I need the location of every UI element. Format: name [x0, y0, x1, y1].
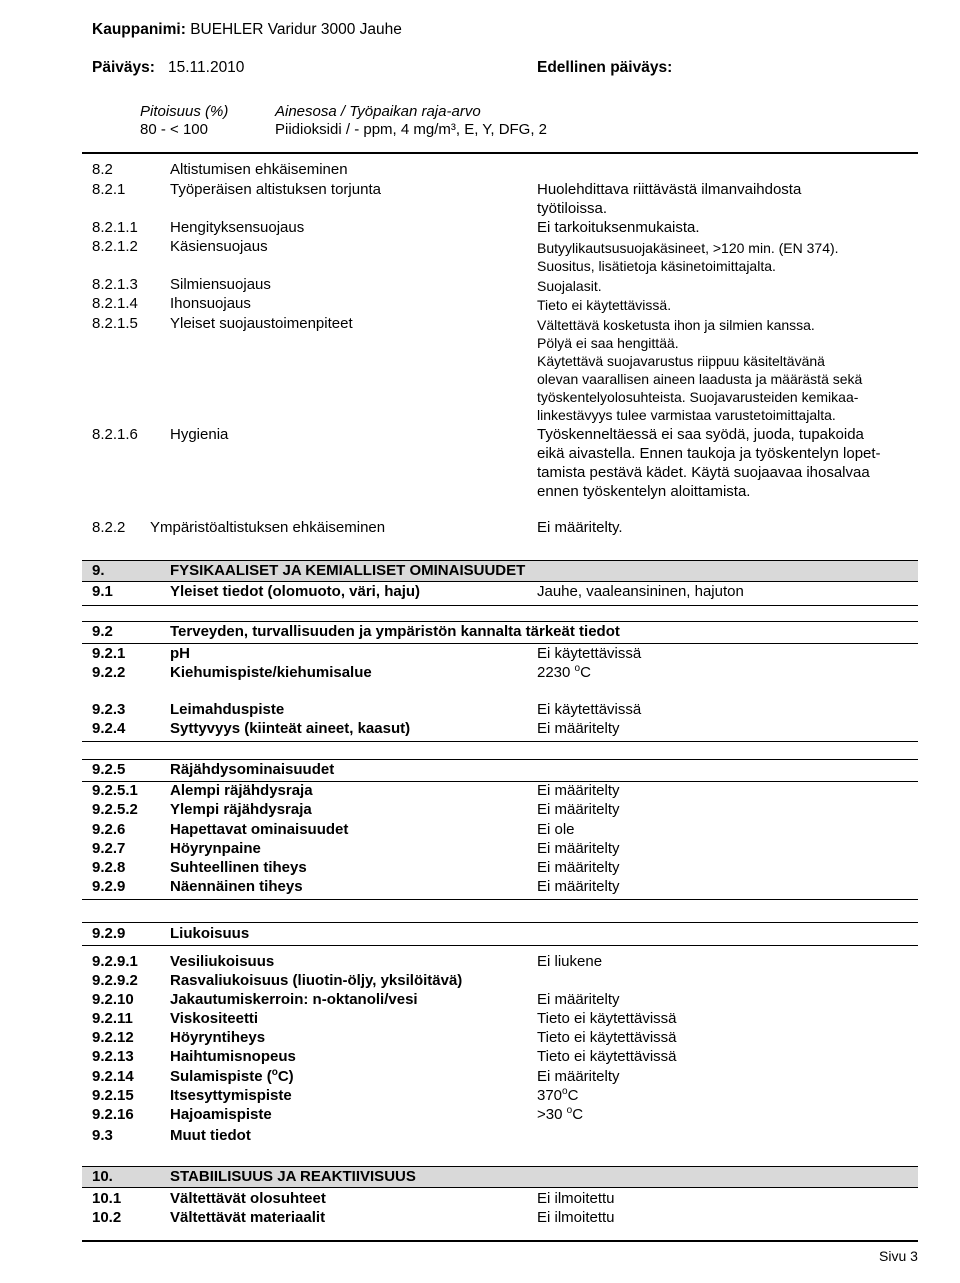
- row-number: 9.2.9: [92, 925, 126, 942]
- row-value: olevan vaarallisen aineen laadusta ja määrästä sekä: [537, 371, 863, 387]
- row-label: Kiehumispiste/kiehumisalue: [170, 664, 372, 681]
- separator: [82, 741, 918, 742]
- date-value: 15.11.2010: [168, 59, 245, 76]
- row-value: Tieto ei käytettävissä.: [537, 297, 672, 313]
- separator: [82, 945, 918, 946]
- row-value: tamista pestävä kädet. Käytä suojaavaa ihosalvaa: [537, 464, 870, 481]
- content-frame-bottom: [82, 1240, 918, 1242]
- row-number: 9.2.3: [92, 701, 126, 718]
- row-value: >30 $^o$C: [537, 1105, 584, 1123]
- row-label: Yleiset suojaustoimenpiteet: [170, 315, 353, 332]
- row-value: Suojalasit.: [537, 278, 602, 294]
- row-number: 9.2.7: [92, 840, 126, 857]
- row-number: 9.2.6: [92, 821, 126, 838]
- row-number: 9.2.14: [92, 1068, 134, 1085]
- row-value: eikä aivastella. Ennen taukoja ja työskentelyn lopet-: [537, 445, 881, 462]
- composition-concentration-header: Pitoisuus (%): [140, 103, 229, 120]
- row-number: 9.2.5: [92, 761, 126, 778]
- row-number: 8.2.1.3: [92, 276, 138, 293]
- separator: [82, 643, 918, 644]
- row-value: Tieto ei käytettävissä: [537, 1048, 677, 1065]
- row-label: Rasvaliukoisuus (liuotin-öljy, yksilöitävä): [170, 972, 463, 989]
- row-number: 9.2.10: [92, 991, 134, 1008]
- page-number: Sivu 3: [879, 1248, 918, 1264]
- row-value: Huolehdittava riittävästä ilmanvaihdosta: [537, 181, 802, 198]
- row-number: 9.2.15: [92, 1087, 134, 1104]
- row-number: 10.1: [92, 1190, 122, 1207]
- subsection-title: Räjähdysominaisuudet: [170, 761, 335, 778]
- row-label: pH: [170, 645, 190, 662]
- row-label: Alempi räjähdysraja: [170, 782, 313, 799]
- row-number: 9.2: [92, 623, 113, 640]
- row-label: Syttyvyys (kiinteät aineet, kaasut): [170, 720, 411, 737]
- row-label: Höyryntiheys: [170, 1029, 266, 1046]
- row-value: Pölyä ei saa hengittää.: [537, 335, 679, 351]
- row-value: Ei määritelty: [537, 801, 620, 818]
- row-label: Työperäisen altistuksen torjunta: [170, 181, 381, 198]
- row-label: Suhteellinen tiheys: [170, 859, 307, 876]
- row-value: Ei määritelty.: [537, 519, 623, 536]
- row-value: Tieto ei käytettävissä: [537, 1010, 677, 1027]
- row-label: Hygienia: [170, 426, 229, 443]
- subsection-title: Liukoisuus: [170, 925, 250, 942]
- separator: [82, 605, 918, 606]
- row-number: 9.2.8: [92, 859, 126, 876]
- product-name-label: Kauppanimi: BUEHLER Varidur 3000 Jauhe: [92, 21, 402, 38]
- row-value: 370$^o$C: [537, 1086, 579, 1104]
- section-title: STABIILISUUS JA REAKTIIVISUUS: [170, 1168, 416, 1185]
- row-label: Hengityksensuojaus: [170, 219, 305, 236]
- row-value: Ei määritelty: [537, 991, 620, 1008]
- row-value: Ei tarkoituksenmukaista.: [537, 219, 700, 236]
- composition-ingredient: Piidioksidi / - ppm, 4 mg/m³, E, Y, DFG, 2: [275, 121, 548, 138]
- row-label: Itsesyttymispiste: [170, 1087, 292, 1104]
- row-number: 8.2.2: [92, 519, 126, 536]
- row-value: Ei määritelty: [537, 782, 620, 799]
- row-label: Yleiset tiedot (olomuoto, väri, haju): [170, 583, 421, 600]
- row-number: 8.2.1.6: [92, 426, 138, 443]
- row-number: 9.2.2: [92, 664, 126, 681]
- separator: [82, 759, 918, 760]
- row-value: Ei määritelty: [537, 720, 620, 737]
- row-value: Tieto ei käytettävissä: [537, 1029, 677, 1046]
- row-label: Viskositeetti: [170, 1010, 259, 1027]
- row-value: Vältettävä kosketusta ihon ja silmien kanssa.: [537, 317, 815, 333]
- row-label: Leimahduspiste: [170, 701, 285, 718]
- row-label: Ympäristöaltistuksen ehkäiseminen: [150, 519, 386, 536]
- row-number: 8.2.1.4: [92, 295, 138, 312]
- row-value: Työskenneltäessä ei saa syödä, juoda, tupakoida: [537, 426, 864, 443]
- row-value: Suositus, lisätietoja käsinetoimittajalta.: [537, 258, 776, 274]
- row-label: Sulamispiste ($^o$C): [170, 1067, 294, 1085]
- row-label: Vältettävät olosuhteet: [170, 1190, 326, 1207]
- row-value: Ei ilmoitettu: [537, 1190, 615, 1207]
- row-number: 8.2.1.1: [92, 219, 138, 236]
- row-value: Ei määritelty: [537, 1068, 620, 1085]
- composition-ingredient-header: Ainesosa / Työpaikan raja-arvo: [275, 103, 481, 120]
- subsection-title: Terveyden, turvallisuuden ja ympäristön kannalta tärkeät tiedot: [170, 623, 620, 640]
- separator: [82, 899, 918, 900]
- separator: [82, 922, 918, 923]
- row-value: Ei käytettävissä: [537, 701, 642, 718]
- row-number: 9.2.9.1: [92, 953, 138, 970]
- row-label: Vältettävät materiaalit: [170, 1209, 326, 1226]
- section-number: 8.2: [92, 161, 113, 178]
- row-number: 8.2.1.5: [92, 315, 138, 332]
- previous-date-label: Edellinen päiväys:: [537, 59, 673, 76]
- row-value: Butyylikautsusuojakäsineet, >120 min. (EN 374).: [537, 240, 839, 256]
- separator: [82, 621, 918, 622]
- row-value: linkestävyys tulee varmistaa varustetoimittajalta.: [537, 407, 836, 423]
- date-label: Päiväys:: [92, 59, 155, 76]
- row-number: 9.2.9.2: [92, 972, 138, 989]
- row-value: Ei ilmoitettu: [537, 1209, 615, 1226]
- row-value: Ei liukene: [537, 953, 603, 970]
- row-label: Hapettavat ominaisuudet: [170, 821, 349, 838]
- row-label: Jakautumiskerroin: n-oktanoli/vesi: [170, 991, 418, 1008]
- row-value: 2230 $^o$C: [537, 663, 591, 681]
- row-number: 9.2.5.1: [92, 782, 138, 799]
- row-number: 9.2.4: [92, 720, 126, 737]
- row-number: 8.2.1: [92, 181, 126, 198]
- row-label: Vesiliukoisuus: [170, 953, 275, 970]
- row-label: Muut tiedot: [170, 1127, 251, 1144]
- row-number: 9.2.12: [92, 1029, 134, 1046]
- row-value: työskentelyolosuhteista. Suojavarusteiden kemikaa-: [537, 389, 859, 405]
- product-name: BUEHLER Varidur 3000 Jauhe: [190, 21, 402, 38]
- row-label: Silmiensuojaus: [170, 276, 271, 293]
- row-label: Hajoamispiste: [170, 1106, 272, 1123]
- row-label: Käsiensuojaus: [170, 238, 268, 255]
- row-number: 9.2.13: [92, 1048, 134, 1065]
- row-number: 9.1: [92, 583, 113, 600]
- row-number: 8.2.1.2: [92, 238, 138, 255]
- row-number: 9.3: [92, 1127, 113, 1144]
- row-value: Jauhe, vaaleansininen, hajuton: [537, 583, 744, 600]
- row-value: työtiloissa.: [537, 200, 608, 217]
- row-number: 9.2.1: [92, 645, 126, 662]
- row-number: 9.2.16: [92, 1106, 134, 1123]
- section-number: 10.: [92, 1168, 113, 1185]
- row-number: 9.2.11: [92, 1010, 133, 1027]
- row-value: Ei ole: [537, 821, 575, 838]
- section-title: FYSIKAALISET JA KEMIALLISET OMINAISUUDET: [170, 562, 526, 579]
- row-value: Ei käytettävissä: [537, 645, 642, 662]
- row-label: Ylempi räjähdysraja: [170, 801, 312, 818]
- row-number: 10.2: [92, 1209, 122, 1226]
- composition-concentration: 80 - < 100: [140, 121, 208, 138]
- section-title: Altistumisen ehkäiseminen: [170, 161, 348, 178]
- row-number: 9.2.5.2: [92, 801, 138, 818]
- section-number: 9.: [92, 562, 105, 579]
- row-value: Ei määritelty: [537, 859, 620, 876]
- row-value: ennen työskentelyn aloittamista.: [537, 483, 751, 500]
- row-value: Ei määritelty: [537, 840, 620, 857]
- row-number: 9.2.9: [92, 878, 126, 895]
- row-label: Näennäinen tiheys: [170, 878, 303, 895]
- row-label: Haihtumisnopeus: [170, 1048, 296, 1065]
- content-frame-top: [82, 152, 918, 154]
- row-label: Ihonsuojaus: [170, 295, 251, 312]
- row-value: Ei määritelty: [537, 878, 620, 895]
- row-label: Höyrynpaine: [170, 840, 261, 857]
- row-value: Käytettävä suojavarustus riippuu käsiteltävänä: [537, 353, 825, 369]
